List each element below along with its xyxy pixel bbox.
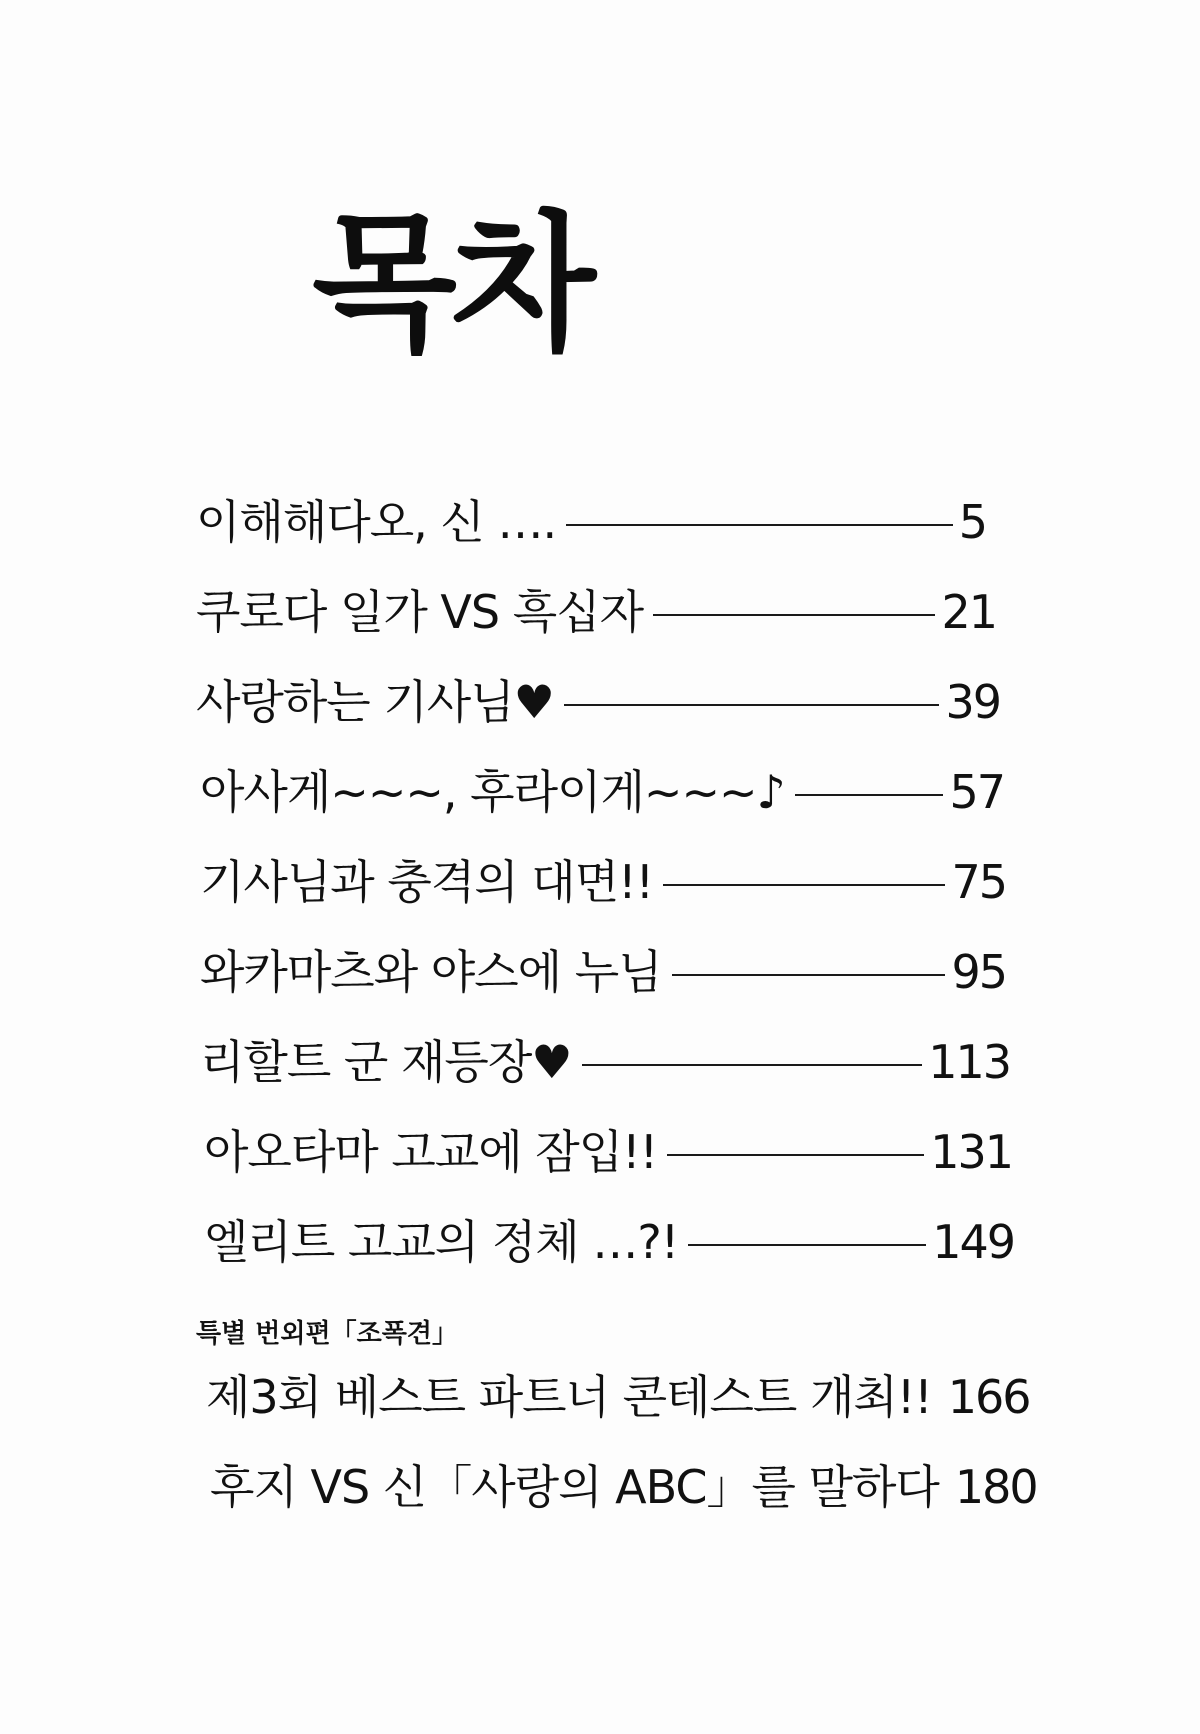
- toc-entry-page: 57: [949, 765, 1004, 819]
- page-title: 목차: [312, 198, 590, 372]
- toc-entry-page: 39: [945, 675, 1000, 729]
- toc-entry: [200, 937, 1006, 1007]
- toc-entry-label: 기사님과 충격의 대면!!: [200, 855, 654, 909]
- toc-entry-page: 5: [958, 495, 986, 549]
- toc-entry-label: 엘리트 고교의 정체 …?!: [204, 1215, 679, 1269]
- dot-leader-line: [688, 1244, 926, 1246]
- toc-entry: [204, 1117, 1012, 1187]
- toc-entry-label: 아사게~~~, 후라이게~~~♪: [200, 765, 785, 819]
- toc-entry: [206, 1362, 1030, 1432]
- toc-entry-page: 95: [951, 945, 1006, 999]
- toc-entry: [200, 847, 1006, 917]
- dot-leader-line: [653, 614, 935, 616]
- toc-entry-label: 사랑하는 기사님♥: [196, 675, 554, 729]
- dot-leader-line: [566, 524, 953, 526]
- toc-entry-label: 제3회 베스트 파트너 콘테스트 개최!!: [206, 1370, 932, 1424]
- toc-entry-page: 21: [941, 585, 996, 639]
- toc-entry: [196, 667, 1000, 737]
- toc-entry-page: 149: [932, 1215, 1014, 1269]
- toc-entry-label: 이해해다오, 신 ….: [196, 495, 557, 549]
- toc-entry-page: 75: [951, 855, 1006, 909]
- toc-entry: [200, 757, 1004, 827]
- dot-leader-line: [564, 704, 940, 706]
- toc-entry-page: 131: [930, 1125, 1012, 1179]
- toc-entry-label: 리할트 군 재등장♥: [200, 1035, 572, 1089]
- toc-entry-page: 166: [947, 1370, 1030, 1424]
- toc-entry: [210, 1452, 1037, 1522]
- dot-leader-line: [582, 1064, 923, 1066]
- dot-leader-line: [672, 974, 946, 976]
- toc-entry-label: 후지 VS 신「사랑의 ABC」를 말하다: [210, 1460, 939, 1514]
- toc-entry-page: 180: [954, 1460, 1037, 1514]
- toc-entry: [196, 577, 996, 647]
- toc-entry-label: 와카마츠와 야스에 누님: [200, 945, 662, 999]
- toc-entry: [196, 487, 986, 557]
- dot-leader-line: [795, 794, 944, 796]
- toc-entry: [204, 1207, 1014, 1277]
- toc-entry: [200, 1027, 1010, 1097]
- special-section-heading: 특별 번외편「조폭견」: [196, 1319, 458, 1349]
- dot-leader-line: [663, 884, 945, 886]
- toc-entry-label: 아오타마 고교에 잠입!!: [204, 1125, 658, 1179]
- toc-entry-label: 쿠로다 일가 VS 흑십자: [196, 585, 644, 639]
- dot-leader-line: [667, 1154, 924, 1156]
- toc-entry-page: 113: [928, 1035, 1010, 1089]
